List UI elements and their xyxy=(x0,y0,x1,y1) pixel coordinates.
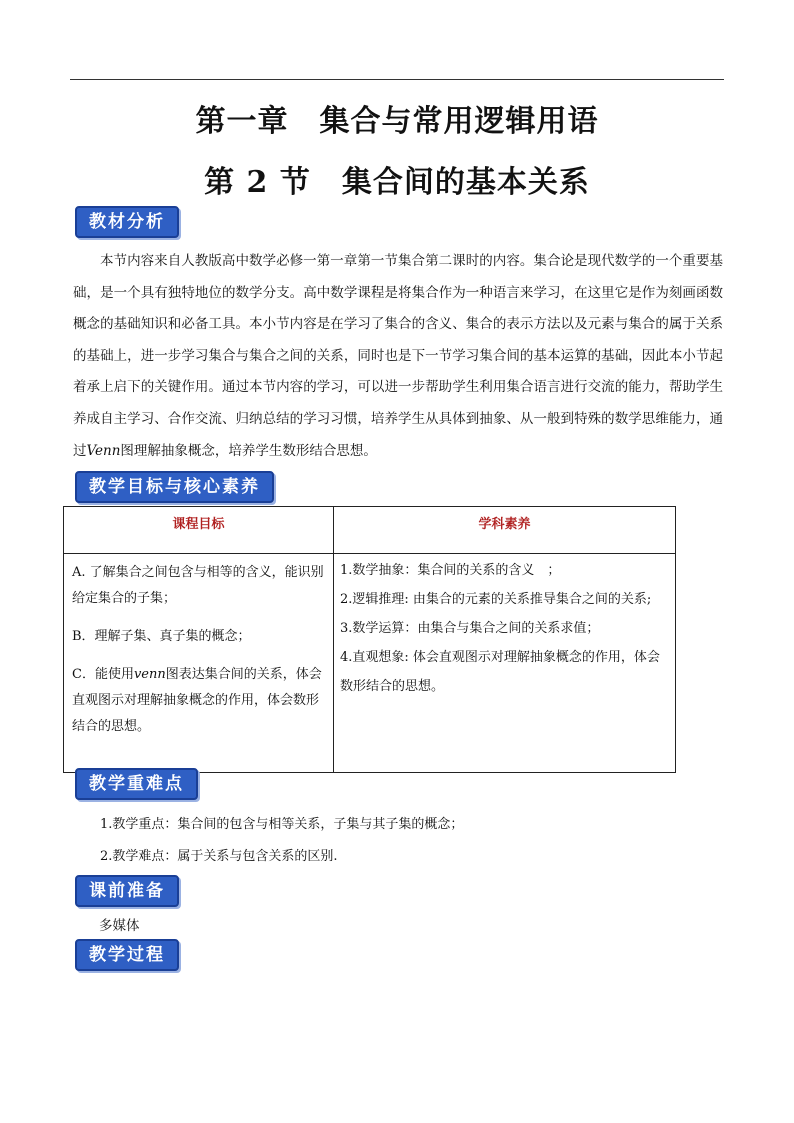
prep-text: 多媒体 xyxy=(99,918,140,934)
section-badge-prep: 课前准备 xyxy=(75,875,179,907)
chapter-title: 第一章 集合与常用逻辑用语 xyxy=(195,104,599,139)
section-badge-process: 教学过程 xyxy=(75,939,179,971)
literacy-item: 3.数学运算：由集合与集合之间的关系求值； xyxy=(340,621,600,636)
course-goals-cell xyxy=(64,554,334,773)
goals-table xyxy=(63,506,676,773)
header-rule xyxy=(70,79,724,80)
literacy-cell xyxy=(334,554,676,773)
keypoint-item: 1.教学重点：集合间的包含与相等关系，子集与其子集的概念； xyxy=(100,817,464,832)
goal-b: B．理解子集、真子集的概念； xyxy=(72,629,251,644)
section-badge-keypoints: 教学重难点 xyxy=(75,768,198,800)
header-course-goals: 课程目标 xyxy=(64,507,334,554)
analysis-paragraph: 本节内容来自人教版高中数学必修一第一章第一节集合第二课时的内容。集合论是现代数学的一个重要基础，是一个具有独特地位的数学分支。高中数学课程是将集合作为一种语言来学习，在这里它是作为刻画函数概念的基础知识和必备工具。本小节内容是在学习了集合的含义、集合的表示方法以及元素与集合的属于关系的基础上，进一步学习集合与集合之间的关系，同时也是下一节学习集合间的基本运算的基础，因此本小节起着承上启下的关键作用。通过本节内容的学习，可以进一步帮助学生利用集合语言进行交流的能力，帮助学生养成自主学习、合作交流、归纳总结的学习习惯，培养学生从具体到抽象、从一般到特殊的数学思维能力，通过Venn图理解抽象概念，培养学生数形结合思想。 xyxy=(73,253,723,459)
header-literacy: 学科素养 xyxy=(334,507,676,554)
literacy-item: 2.逻辑推理: 由集合的元素的关系推导集合之间的关系; xyxy=(340,592,652,607)
keypoint-item: 2.教学难点：属于关系与包含关系的区别. xyxy=(100,849,338,864)
literacy-item: 4.直观想象: 体会直观图示对理解抽象概念的作用，体会数形结合的思想。 xyxy=(340,650,660,694)
section-badge-analysis: 教材分析 xyxy=(75,206,179,238)
venn-term: Venn xyxy=(86,442,121,459)
literacy-item: 1.数学抽象：集合间的关系的含义 ； xyxy=(340,563,561,578)
goal-a: A. 了解集合之间包含与相等的含义，能识别给定集合的子集； xyxy=(72,565,324,606)
table-row xyxy=(64,554,676,773)
table-header-row xyxy=(64,507,676,554)
goal-c: C．能使用venn图表达集合间的关系，体会直观图示对理解抽象概念的作用，体会数形结合的思想。 xyxy=(72,667,322,734)
section-badge-goals: 教学目标与核心素养 xyxy=(75,471,274,503)
section-title: 第 2 节 集合间的基本关系 xyxy=(204,165,590,200)
